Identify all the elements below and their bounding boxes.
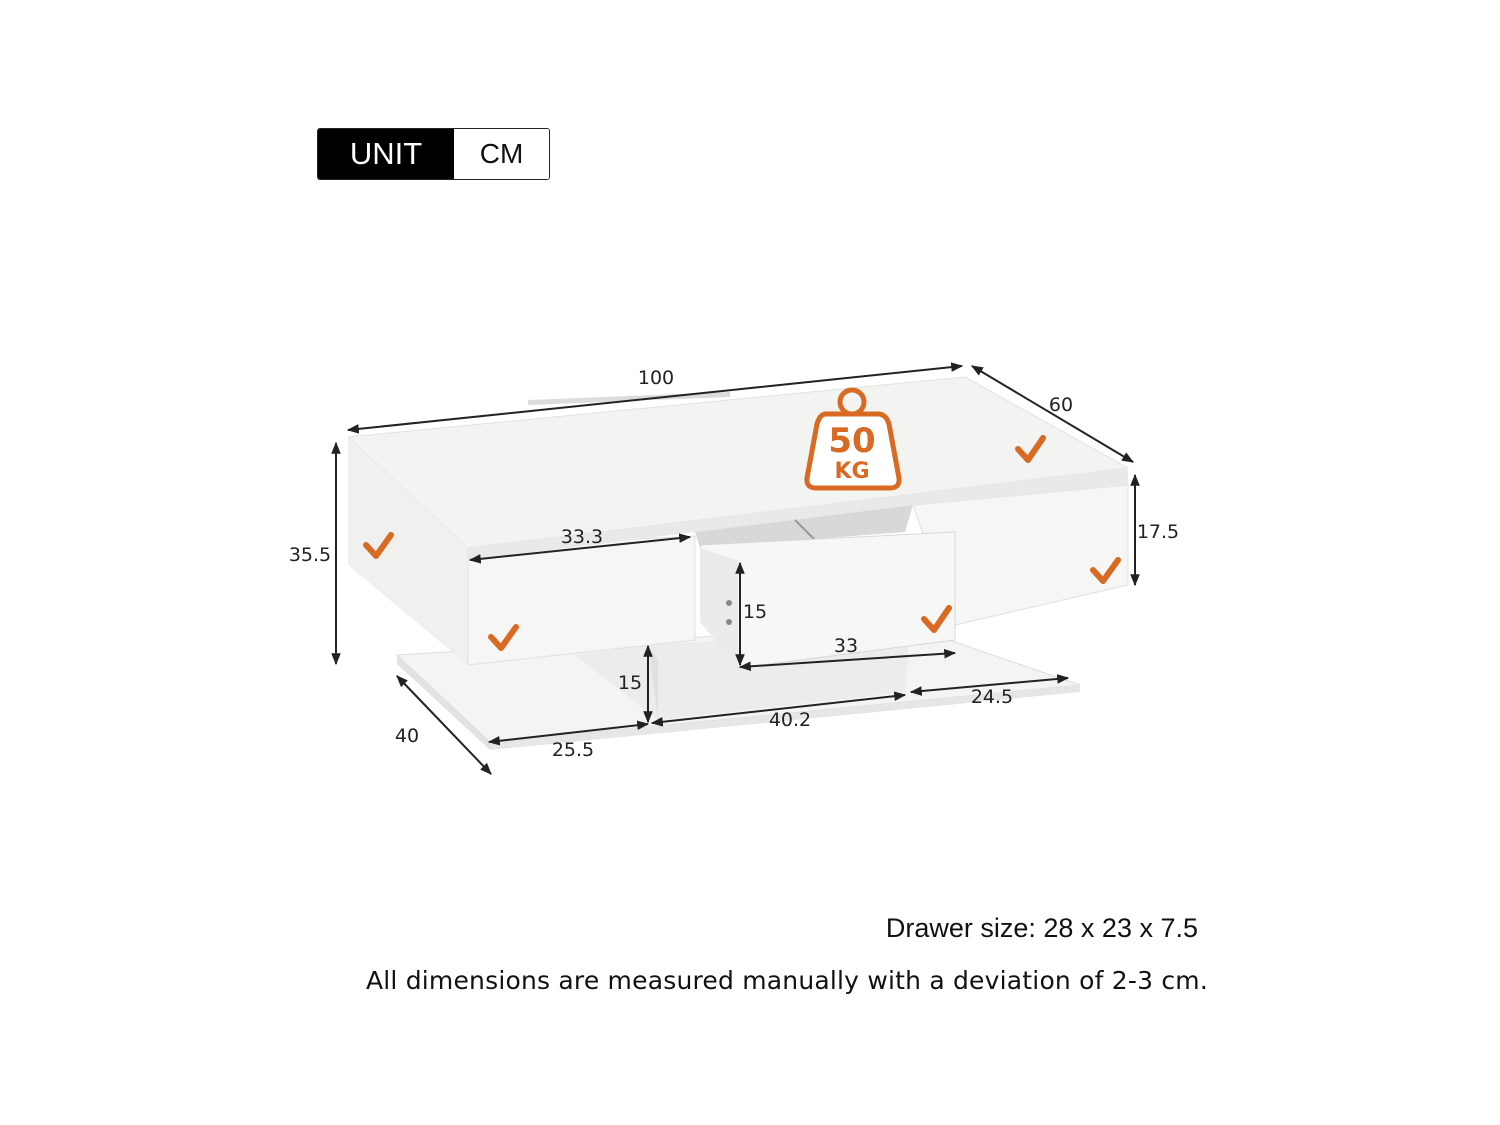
unit-label: UNIT [318,129,454,179]
drawer-size-note: Drawer size: 28 x 23 x 7.5 [885,913,1198,943]
load-number: 50 [828,421,876,461]
drawer-front-height-label: 15 [742,601,768,623]
drawer-left-width-label: 33.3 [560,526,604,548]
length-label: 100 [637,367,675,389]
height-label: 35.5 [288,544,332,566]
base-middle-label: 40.2 [768,709,812,731]
base-right-label: 24.5 [970,686,1014,708]
load-unit: KG [834,459,870,484]
measurement-disclaimer: All dimensions are measured manually with a deviation of 2-3 cm. [365,966,1208,995]
base-left-label: 25.5 [551,739,595,761]
unit-value: CM [454,129,549,179]
base-opening-height-label: 15 [617,672,643,694]
drawer-front-width-label: 33 [833,635,859,657]
side-height-label: 17.5 [1136,521,1180,543]
depth-label: 60 [1048,394,1074,416]
base-depth-label: 40 [394,725,420,747]
